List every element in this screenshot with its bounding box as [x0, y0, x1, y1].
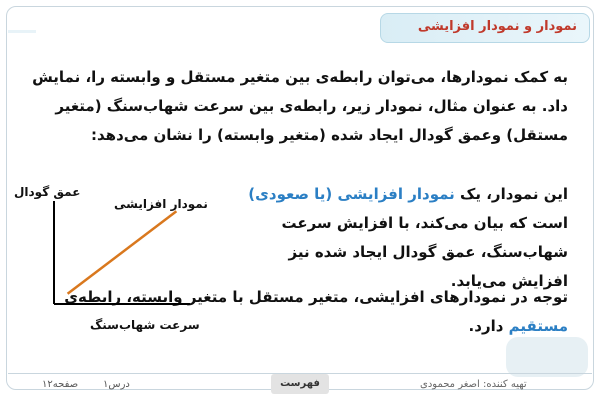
menu-button[interactable]: فهرست: [271, 374, 329, 394]
watermark-logo: [506, 337, 588, 377]
highlight-increasing: نمودار افزایشی (یا صعودی): [248, 185, 455, 203]
decorative-line: [8, 30, 36, 33]
note-text-2: دارد.: [468, 317, 509, 335]
highlight-direct: مستقیم: [508, 317, 568, 335]
explanation-text-2: است که بیان می‌کند، با افزایش سرعت شهاب‌سنگ، عمق گودال ایجاد شده نیز افزایش می‌یابد.: [281, 214, 568, 290]
lesson-number: درس۱: [103, 379, 130, 390]
intro-paragraph: به کمک نمودارها، می‌توان رابطه‌ی بین متغیر مستقل و وابسته را، نمایش داد. به عنوان مثال، نمودار زیر، رابطه‌ی بین سرعت شهاب‌سنگ (متغیر مستقل) وعمق گودال ایجاد شده (متغیر وابسته) را نشان می‌دهد:: [32, 68, 568, 144]
title-bar: [380, 13, 590, 43]
x-axis-label: سرعت شهاب‌سنگ: [90, 318, 200, 332]
page-title: نمودار و نمودار افزایشی: [417, 19, 577, 34]
author-credit: تهیه کننده: اصغر محمودی: [420, 379, 527, 390]
page-number: صفحه۱۲: [42, 379, 79, 390]
y-axis-label: عمق گودال: [14, 185, 81, 199]
series-label: نمودار افزایشی: [114, 197, 208, 211]
footer: [8, 373, 592, 396]
explanation-text-1: این نمودار، یک: [454, 185, 568, 203]
note-text-1: توجه در نمودارهای افزایشی، متغیر مستقل با متغیر وابسته، رابطه‌ی: [64, 288, 568, 306]
series-line: [68, 211, 177, 293]
explanation-paragraph: [238, 180, 568, 296]
